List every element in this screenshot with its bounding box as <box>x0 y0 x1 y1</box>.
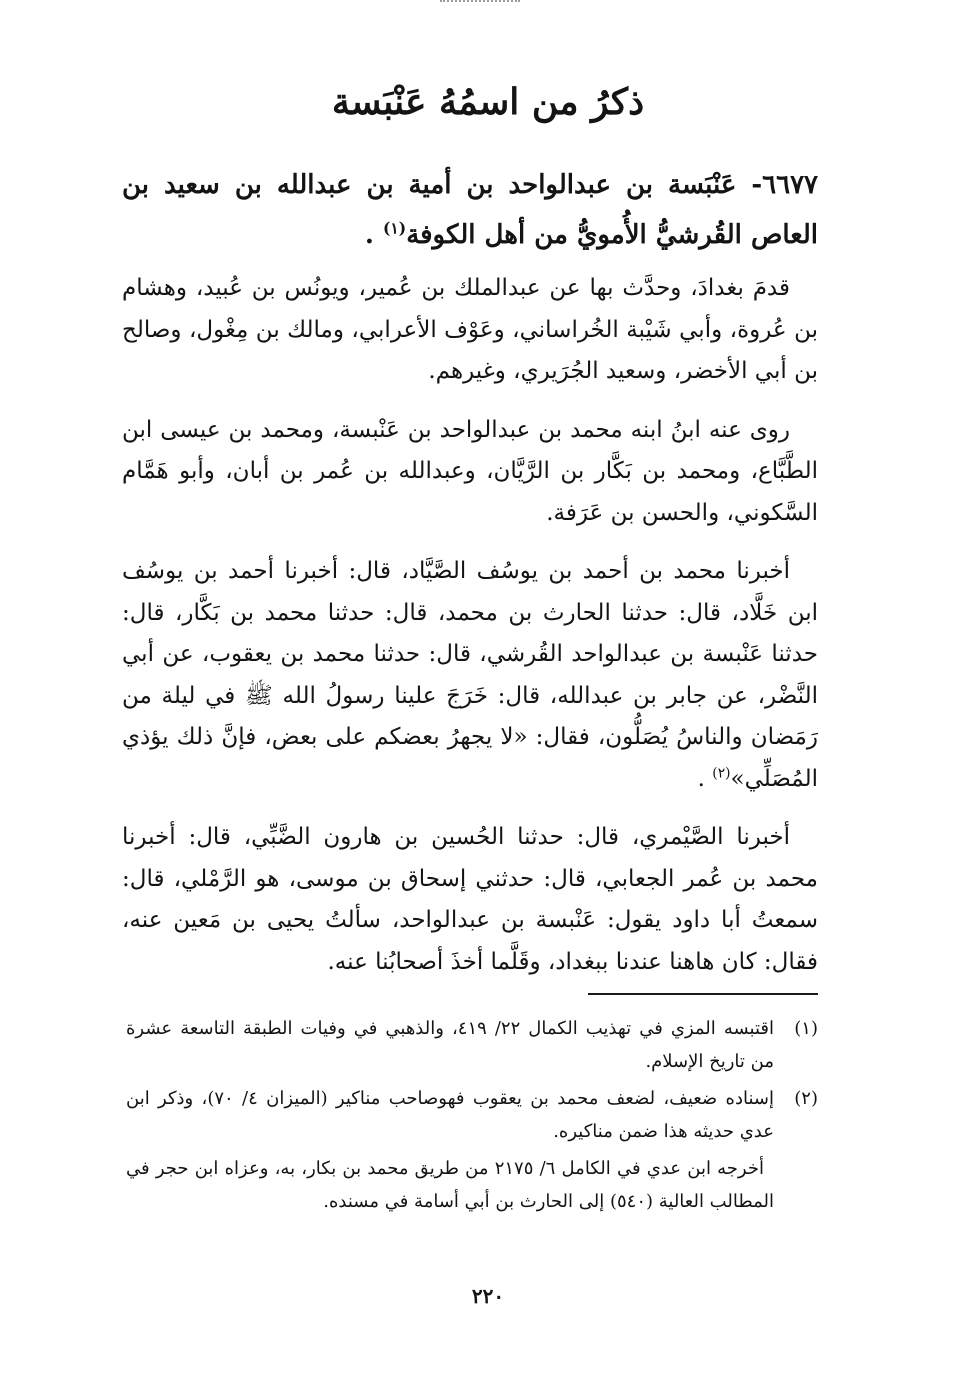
footnote-ref-1: (١) <box>383 218 407 238</box>
footnotes <box>126 1012 818 1218</box>
chapter-title: ذكرُ من اسمُهُ عَنْبَسة <box>331 81 645 123</box>
footnote-number: (٢) <box>794 1088 818 1109</box>
paragraph-hadith-end: . <box>697 765 713 792</box>
footnote-2 <box>126 1082 818 1148</box>
footnote-text: اقتبسه المزي في تهذيب الكمال ٢٢/ ٤١٩، والذهبي في وفيات الطبقة التاسعة عشرة من تاريخ الإسلام. <box>126 1018 774 1072</box>
paragraph-teachers: قدمَ بغدادَ، وحدَّث بها عن عبدالملك بن عُمير، ويونُس بن عُبيد، وهشام بن عُروة، وأبي شَيْبة الخُراساني، وعَوْف الأعرابي، ومالك بن مِغْول، وصالح بن أبي الأخضر، وسعيد الجُرَيري، وغيرهم. <box>122 275 818 384</box>
paragraph-hadith-text: أخبرنا محمد بن أحمد بن يوسُف الصَّيَّاد، قال: أخبرنا أحمد بن يوسُف ابن خَلَّاد، قال: حدثنا الحارث بن محمد، قال: حدثنا محمد بن بَكَّار، قال: حدثنا عَنْبسة بن عبدالواحد القُرشي، قال: حدثنا محمد بن يعقوب، عن أبي النَّضْر، عن جابر بن عبدالله، قال: خَرَجَ علينا رسولُ الله ﷺ في ليلة من رَمَضان والناسُ يُصَلُّون، فقال: «لا يجهرُ بعضكم على بعض، فإنَّ ذلك يؤذي المُصَلِّي» <box>122 558 818 792</box>
paragraph-hadith <box>122 551 818 800</box>
page-number: ٢٢٠ <box>471 1284 505 1308</box>
footnote-number: (١) <box>794 1018 818 1039</box>
footnote-continuation-text: أخرجه ابن عدي في الكامل ٦/ ٢١٧٥ من طريق محمد بن بكار، به، وعزاه ابن حجر في المطالب العالية (٥٤٠) إلى الحارث بن أبي أسامة في مسنده. <box>126 1158 774 1212</box>
top-edge-mark <box>440 0 520 5</box>
footnote-text: إسناده ضعيف، لضعف محمد بن يعقوب فهوصاحب مناكير (الميزان ٤/ ٧٠)، وذكر ابن عدي حديثه هذا ضمن مناكيره. <box>126 1088 774 1142</box>
paragraph-students: روى عنه ابنُ ابنه محمد بن عبدالواحد بن عَنْبسة، ومحمد بن عيسى ابن الطَّبَّاع، ومحمد بن بَكَّار بن الرَّيَّان، وعبدالله بن عُمر بن أبان، وأبو هَمَّام السَّكوني، والحسن بن عَرَفة. <box>122 416 818 526</box>
entry-heading-text: ٦٦٧٧- عَنْبَسة بن عبدالواحد بن أمية بن عبدالله بن سعيد بن العاص القُرشيُّ الأُمويُّ من أهل الكوفة <box>122 170 818 250</box>
body-text <box>122 268 818 1000</box>
footnote-2-continuation <box>126 1152 818 1218</box>
entry-heading <box>122 160 818 260</box>
footnote-1 <box>126 1012 818 1078</box>
paragraph-ibn-main: أخبرنا الصَّيْمري، قال: حدثنا الحُسين بن هارون الضَّبِّي، قال: أخبرنا محمد بن عُمر الجعابي، قال: حدثني إسحاق بن موسى، هو الرَّمْلي، قال: سمعتُ أبا داود يقول: عَنْبسة بن عبدالواحد، سألتُ يحيى بن مَعين عنه، فقال: كان هاهنا عندنا ببغداد، وقَلَّما أخذَ أصحابُنا عنه. <box>122 824 818 975</box>
footnote-separator <box>588 993 818 995</box>
entry-heading-end: . <box>364 220 384 250</box>
footnote-ref-2: (٢) <box>712 764 731 781</box>
